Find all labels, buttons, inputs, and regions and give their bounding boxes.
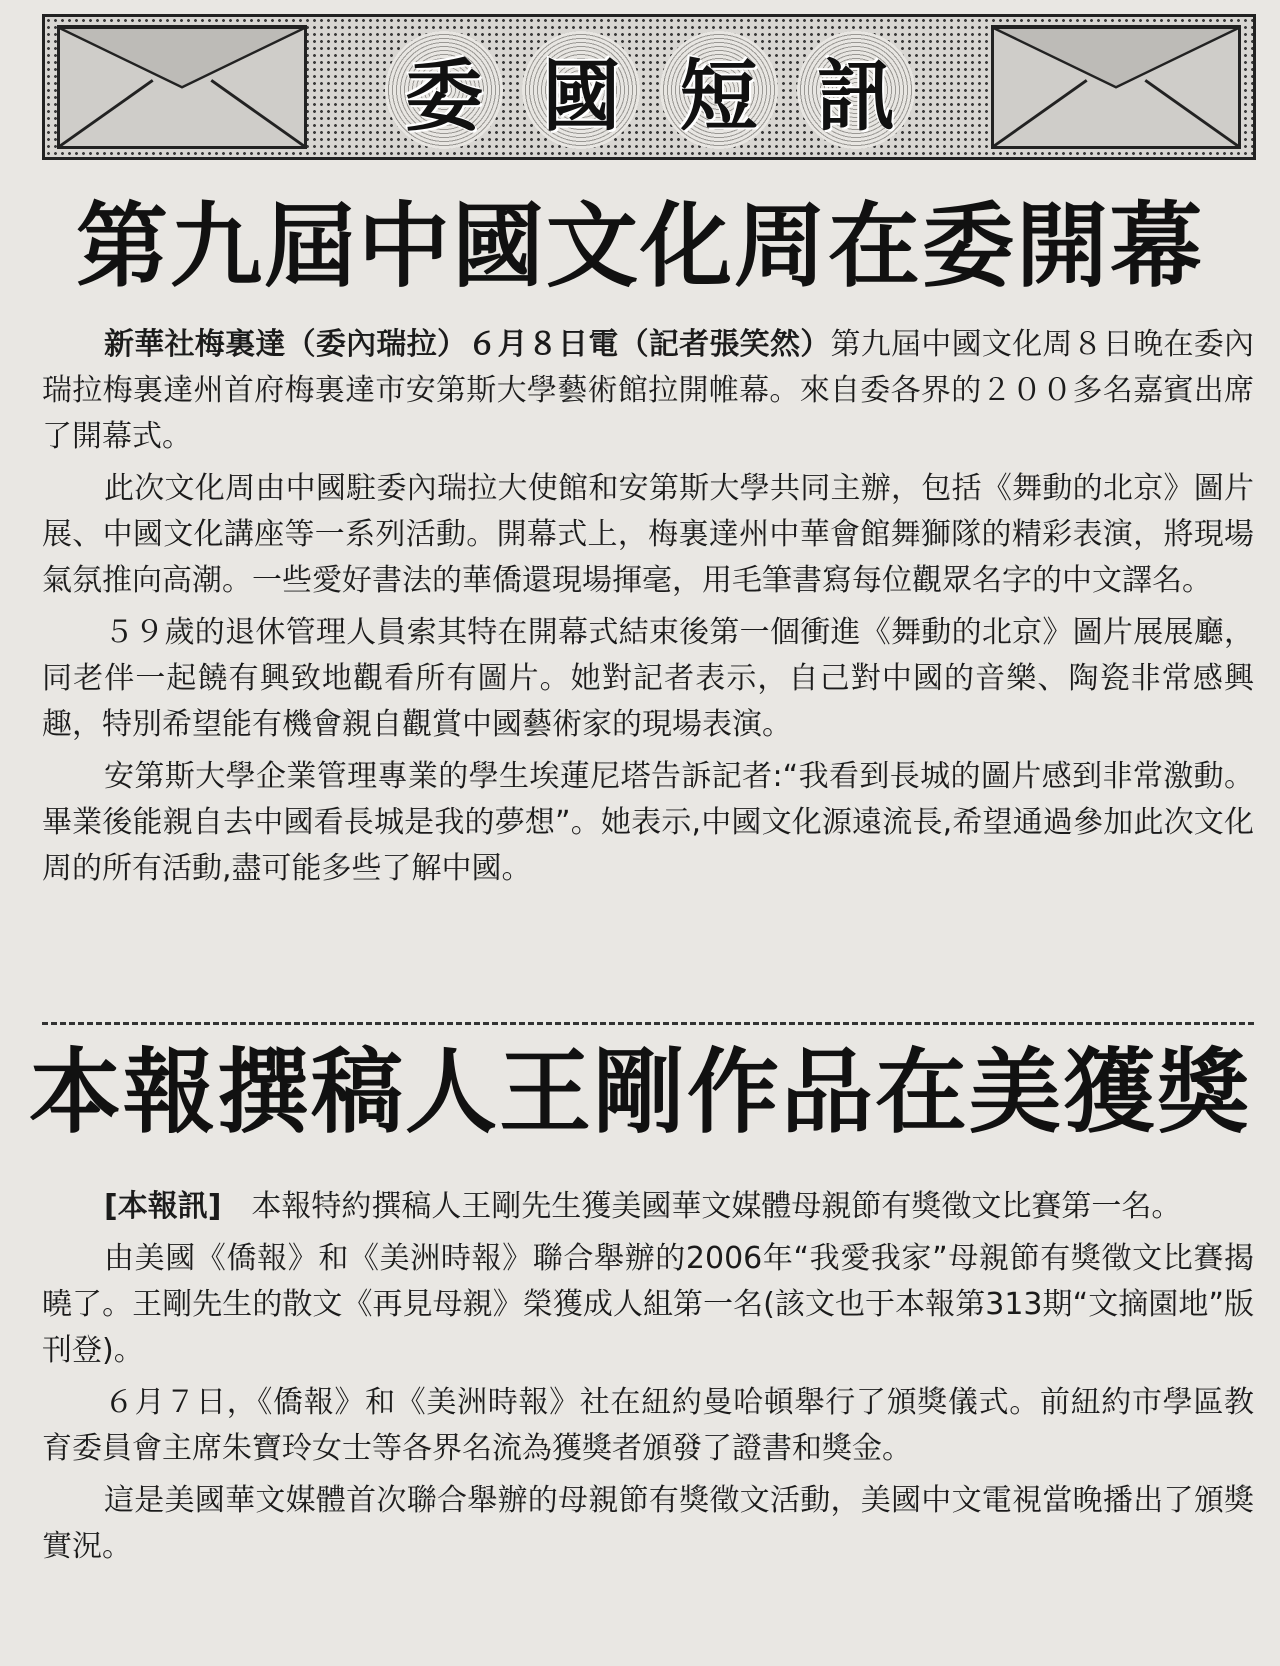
article-paragraph: 這是美國華文媒體首次聯合舉辦的母親節有獎徵文活動，美國中文電視當晚播出了頒獎實況。 [42, 1483, 1254, 1564]
article-divider [42, 1022, 1254, 1025]
envelope-icon [991, 25, 1241, 149]
article-headline: 第九屆中國文化周在委開幕 [75, 193, 1204, 300]
article-paragraph [42, 1184, 1254, 1230]
article-paragraph: 由美國《僑報》和《美洲時報》聯合舉辦的2006年“我愛我家”母親節有獎徵文比賽揭曉了。王剛先生的散文《再見母親》榮獲成人組第一名(該文也于本報第313期“文摘園地”版刊登)。 [42, 1241, 1254, 1368]
section-title [385, 35, 915, 145]
paragraph-text: 第九屆中國文化周８日晚在委內瑞拉梅裏達州首府梅裏達市安第斯大學藝術館拉開帷幕。來自委各界的２００多名嘉賓出席了開幕式。 [42, 327, 1255, 454]
section-title-char: 訊 [797, 31, 915, 149]
dateline: [本報訊] [104, 1189, 222, 1224]
article-paragraph [42, 322, 1254, 460]
article-body [42, 1184, 1254, 1576]
section-title-char: 短 [660, 31, 778, 149]
article-paragraph: 安第斯大學企業管理專業的學生埃蓮尼塔告訴記者:“我看到長城的圖片感到非常激動。畢業後能親自去中國看長城是我的夢想”。她表示,中國文化源遠流長,希望通過參加此次文化周的所有活動,盡可能多些了解中國。 [42, 759, 1254, 886]
envelope-icon [57, 25, 307, 149]
article-body [42, 322, 1254, 898]
article-paragraph: 此次文化周由中國駐委內瑞拉大使館和安第斯大學共同主辦，包括《舞動的北京》圖片展、中國文化講座等一系列活動。開幕式上，梅裏達州中華會館舞獅隊的精彩表演，將現場氣氛推向高潮。一些愛好書法的華僑還現場揮毫，用毛筆書寫每位觀眾名字的中文譯名。 [42, 471, 1254, 598]
section-title-char: 委 [385, 31, 503, 149]
article-paragraph: ５９歲的退休管理人員索其特在開幕式結束後第一個衝進《舞動的北京》圖片展展廳，同老伴一起饒有興致地觀看所有圖片。她對記者表示，自己對中國的音樂、陶瓷非常感興趣，特別希望能有機會親自觀賞中國藝術家的現場表演。 [42, 615, 1254, 742]
section-banner [42, 14, 1256, 160]
article-headline: 本報撰稿人王剛作品在美獲獎 [28, 1039, 1251, 1146]
dateline: 新華社梅裏達（委內瑞拉）６月８日電（記者張笑然） [104, 327, 831, 362]
section-title-char: 國 [522, 31, 640, 149]
paragraph-text: 本報特約撰稿人王剛先生獲美國華文媒體母親節有獎徵文比賽第一名。 [251, 1189, 1182, 1224]
article-paragraph: ６月７日，《僑報》和《美洲時報》社在紐約曼哈頓舉行了頒獎儀式。前紐約市學區教育委員會主席朱寶玲女士等各界名流為獲獎者頒發了證書和獎金。 [42, 1385, 1254, 1466]
